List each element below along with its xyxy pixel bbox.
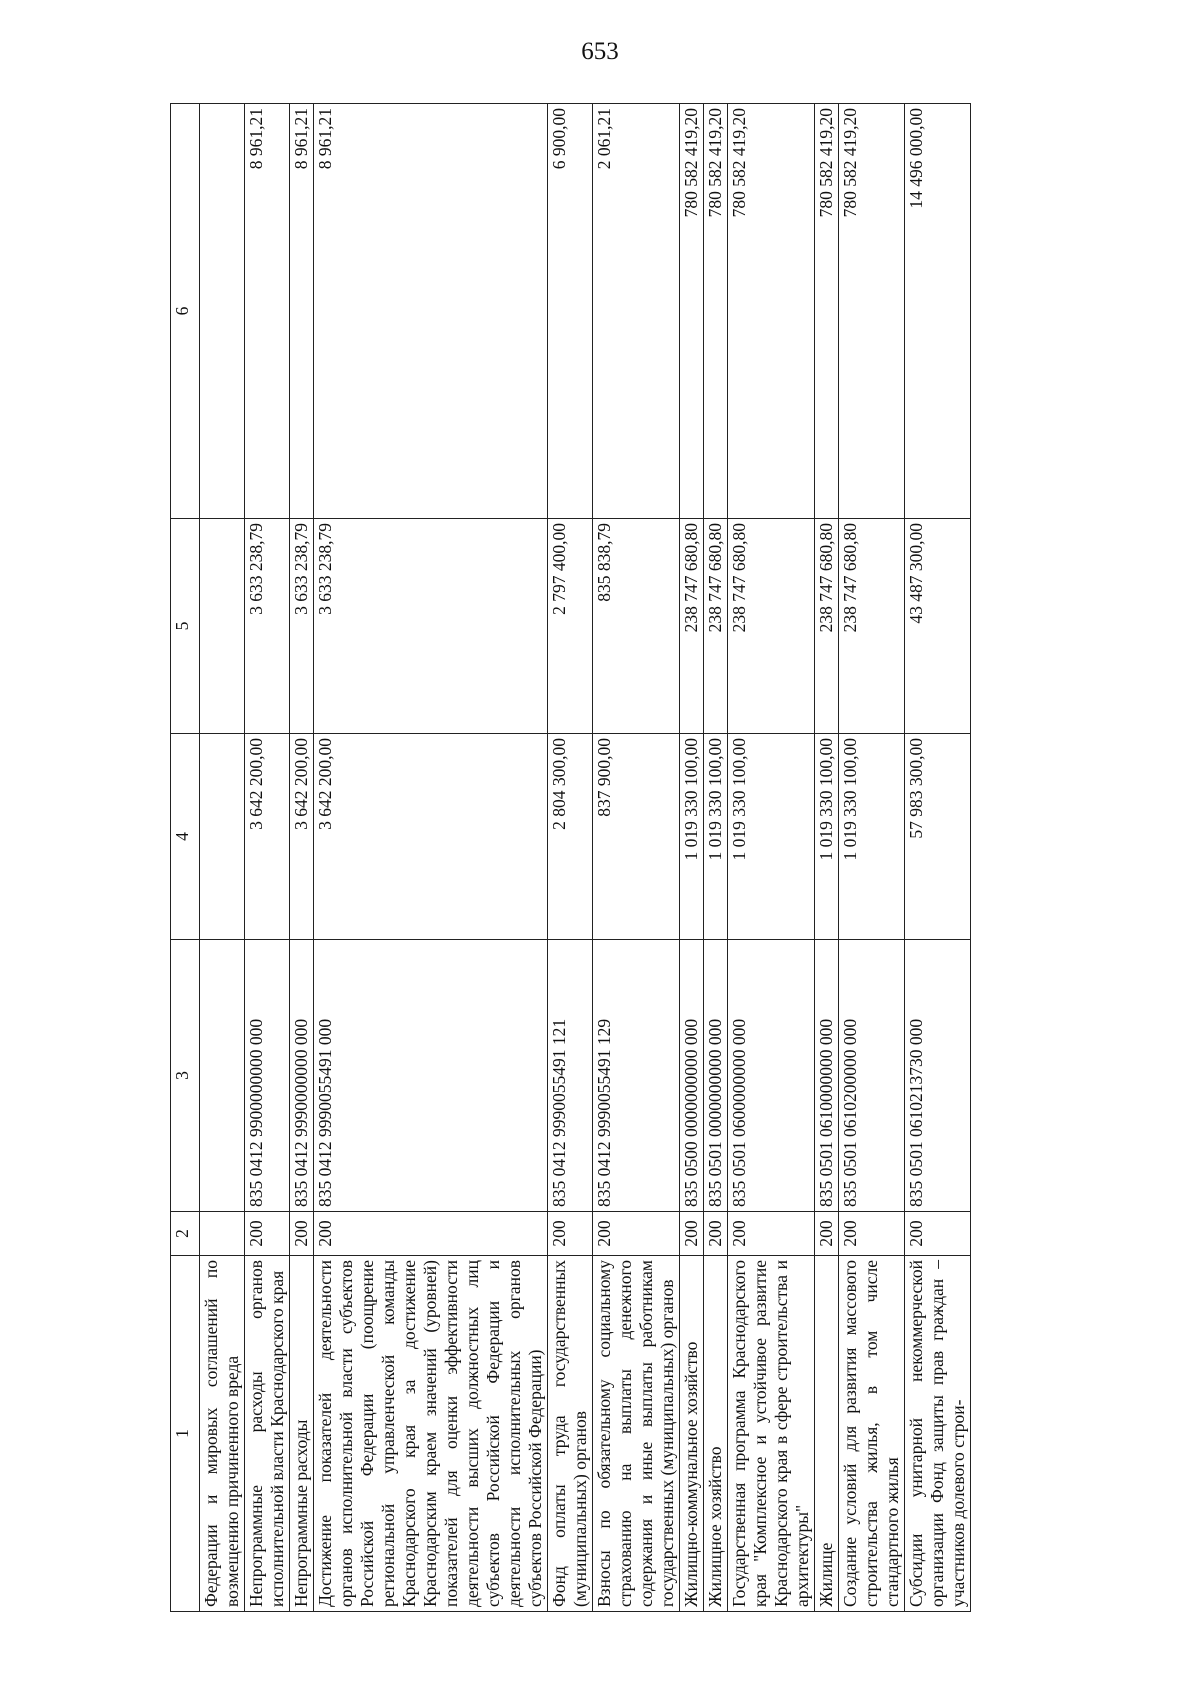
row-value-5: 238 747 680,80 bbox=[704, 519, 728, 734]
row-col2: 200 bbox=[704, 1212, 728, 1256]
row-name: Государственная программа Краснодарского края "Комплексное и устойчивое развитие Краснодарского края в сфере строительства и архитектуры" bbox=[728, 1256, 815, 1612]
row-name: Создание условий для развития массового строительства жилья, в том числе стандартного жилья bbox=[839, 1256, 905, 1612]
rotated-table-block bbox=[170, 104, 1036, 1612]
column-header-1: 1 bbox=[171, 1256, 200, 1612]
row-code: 835 0412 9900000000 000 bbox=[245, 940, 290, 1212]
row-value-6: 780 582 419,20 bbox=[728, 104, 815, 519]
row-name: Федерации и мировых соглашений по возмещению причиненного вреда bbox=[200, 1256, 245, 1612]
table-row bbox=[839, 104, 905, 1612]
row-value-4: 1 019 330 100,00 bbox=[839, 734, 905, 940]
row-value-5 bbox=[200, 519, 245, 734]
row-name: Фонд оплаты труда государственных (муниципальных) органов bbox=[548, 1256, 593, 1612]
row-code: 835 0501 0610000000 000 bbox=[815, 940, 839, 1212]
row-code: 835 0500 0000000000 000 bbox=[680, 940, 704, 1212]
column-header-5: 5 bbox=[171, 519, 200, 734]
row-col2: 200 bbox=[593, 1212, 680, 1256]
row-name: Достижение показателей деятельности органов исполнительной власти субъектов Российской Федерации (поощрение региональной управленческой команды Краснодарского края за достижение Краснодарским краем значений (уровней) показателей для оценки эффективности деятельности высших должностных лиц субъектов Российской Федерации и деятельности исполнительных органов субъектов Российской Федерации) bbox=[314, 1256, 548, 1612]
row-col2: 200 bbox=[680, 1212, 704, 1256]
row-value-6: 6 900,00 bbox=[548, 104, 593, 519]
row-value-4: 3 642 200,00 bbox=[314, 734, 548, 940]
row-value-4: 57 983 300,00 bbox=[905, 734, 971, 940]
row-value-4: 2 804 300,00 bbox=[548, 734, 593, 940]
page-number: 653 bbox=[581, 38, 619, 65]
row-col2: 200 bbox=[548, 1212, 593, 1256]
row-code: 835 0501 0600000000 000 bbox=[728, 940, 815, 1212]
row-col2: 200 bbox=[314, 1212, 548, 1256]
row-value-6: 780 582 419,20 bbox=[839, 104, 905, 519]
row-col2: 200 bbox=[905, 1212, 971, 1256]
row-value-4: 1 019 330 100,00 bbox=[728, 734, 815, 940]
table-row bbox=[290, 104, 314, 1612]
row-col2: 200 bbox=[839, 1212, 905, 1256]
column-header-6: 6 bbox=[171, 104, 200, 519]
table-row bbox=[314, 104, 548, 1612]
table-row bbox=[680, 104, 704, 1612]
row-col2: 200 bbox=[728, 1212, 815, 1256]
table-row bbox=[245, 104, 290, 1612]
row-code: 835 0501 0610213730 000 bbox=[905, 940, 971, 1212]
budget-table bbox=[170, 103, 971, 1612]
row-code: 835 0412 9990055491 129 bbox=[593, 940, 680, 1212]
table-row bbox=[200, 104, 245, 1612]
row-value-6: 780 582 419,20 bbox=[680, 104, 704, 519]
row-col2: 200 bbox=[290, 1212, 314, 1256]
row-value-5: 3 633 238,79 bbox=[290, 519, 314, 734]
row-code: 835 0501 0000000000 000 bbox=[704, 940, 728, 1212]
row-name: Непрограммные расходы органов исполнительной власти Краснодарского края bbox=[245, 1256, 290, 1612]
row-col2 bbox=[200, 1212, 245, 1256]
row-value-4 bbox=[200, 734, 245, 940]
row-value-4: 3 642 200,00 bbox=[290, 734, 314, 940]
row-name: Жилищное хозяйство bbox=[704, 1256, 728, 1612]
table-row bbox=[815, 104, 839, 1612]
row-value-6: 780 582 419,20 bbox=[815, 104, 839, 519]
row-name: Жилище bbox=[815, 1256, 839, 1612]
row-value-4: 837 900,00 bbox=[593, 734, 680, 940]
row-value-6: 780 582 419,20 bbox=[704, 104, 728, 519]
table-body bbox=[200, 104, 971, 1612]
table-row bbox=[728, 104, 815, 1612]
row-value-6: 2 061,21 bbox=[593, 104, 680, 519]
row-value-4: 1 019 330 100,00 bbox=[680, 734, 704, 940]
row-value-5: 238 747 680,80 bbox=[815, 519, 839, 734]
row-value-5: 238 747 680,80 bbox=[728, 519, 815, 734]
row-value-6: 8 961,21 bbox=[245, 104, 290, 519]
row-value-6: 8 961,21 bbox=[314, 104, 548, 519]
row-col2: 200 bbox=[245, 1212, 290, 1256]
row-name: Субсидии унитарной некоммерческой организации Фонд защиты прав граждан – участников долевого строи- bbox=[905, 1256, 971, 1612]
row-value-6: 14 496 000,00 bbox=[905, 104, 971, 519]
row-code: 835 0412 9990055491 000 bbox=[314, 940, 548, 1212]
row-value-4: 3 642 200,00 bbox=[245, 734, 290, 940]
row-name: Жилищно-коммунальное хозяйство bbox=[680, 1256, 704, 1612]
row-name: Взносы по обязательному социальному страхованию на выплаты денежного содержания и иные выплаты работникам государственных (муниципальных) органов bbox=[593, 1256, 680, 1612]
row-code: 835 0412 9990000000 000 bbox=[290, 940, 314, 1212]
table-row bbox=[905, 104, 971, 1612]
row-value-5: 43 487 300,00 bbox=[905, 519, 971, 734]
row-value-6: 8 961,21 bbox=[290, 104, 314, 519]
row-value-5: 3 633 238,79 bbox=[245, 519, 290, 734]
row-value-4: 1 019 330 100,00 bbox=[704, 734, 728, 940]
row-value-4: 1 019 330 100,00 bbox=[815, 734, 839, 940]
row-code bbox=[200, 940, 245, 1212]
row-value-5: 3 633 238,79 bbox=[314, 519, 548, 734]
table-row bbox=[593, 104, 680, 1612]
row-value-6 bbox=[200, 104, 245, 519]
row-col2: 200 bbox=[815, 1212, 839, 1256]
row-code: 835 0412 9990055491 121 bbox=[548, 940, 593, 1212]
column-header-2: 2 bbox=[171, 1212, 200, 1256]
row-code: 835 0501 0610200000 000 bbox=[839, 940, 905, 1212]
row-value-5: 238 747 680,80 bbox=[839, 519, 905, 734]
row-name: Непрограммные расходы bbox=[290, 1256, 314, 1612]
header-row bbox=[171, 104, 200, 1612]
row-value-5: 238 747 680,80 bbox=[680, 519, 704, 734]
row-value-5: 835 838,79 bbox=[593, 519, 680, 734]
row-value-5: 2 797 400,00 bbox=[548, 519, 593, 734]
column-header-3: 3 bbox=[171, 940, 200, 1212]
table-row bbox=[548, 104, 593, 1612]
column-header-4: 4 bbox=[171, 734, 200, 940]
table-row bbox=[704, 104, 728, 1612]
